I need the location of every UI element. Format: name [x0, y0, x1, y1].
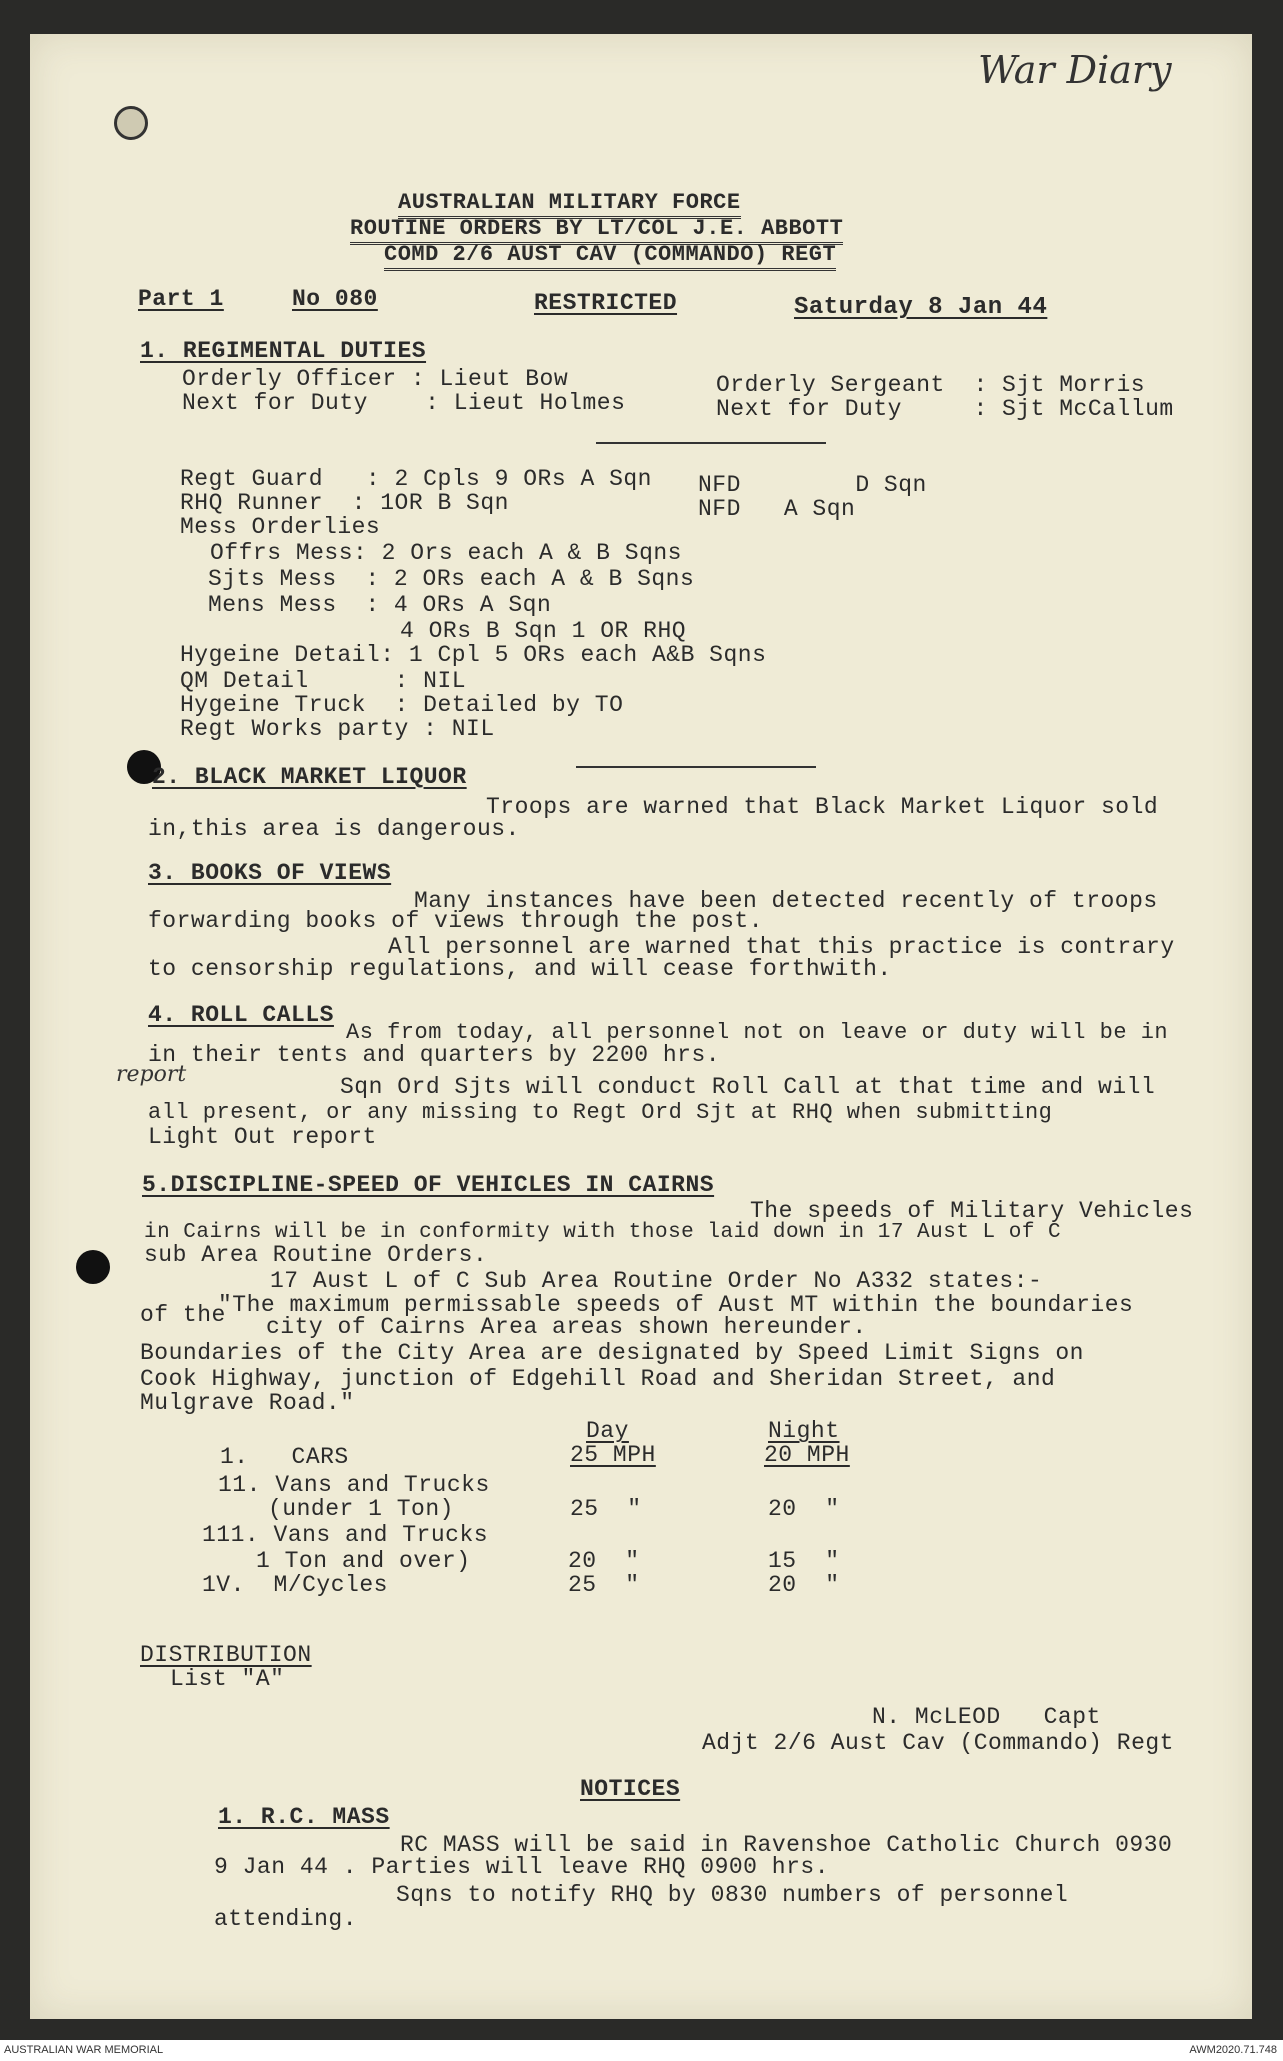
divider-rule-1	[596, 442, 826, 444]
row-2-night: 20 "	[768, 1496, 840, 1522]
s5-line-5a: of the	[140, 1302, 226, 1328]
notice-1-line-2: 9 Jan 44 . Parties will leave RHQ 0900 hrs.	[214, 1854, 829, 1880]
next-duty-sergeant: Next for Duty : Sjt McCallum	[716, 396, 1174, 422]
rhq-runner: RHQ Runner : 1OR B Sqn	[180, 490, 509, 516]
archive-footer	[0, 2040, 1283, 2061]
sjts-mess: Sjts Mess : 2 ORs each A & B Sqns	[208, 566, 695, 592]
regt-works: Regt Works party : NIL	[180, 716, 495, 742]
notice-1-heading: 1. R.C. MASS	[218, 1804, 390, 1830]
archive-reference: AWM2020.71.748	[1189, 2044, 1277, 2056]
header-line-3: COMD 2/6 AUST CAV (COMMANDO) REGT	[384, 244, 836, 271]
row-1-night: 20 MPH	[764, 1442, 850, 1468]
s5-line-5: "The maximum permissable speeds of Aust MT within the boundaries	[218, 1292, 1134, 1318]
s3-heading: 3. BOOKS OF VIEWS	[148, 860, 392, 886]
header-line-2: ROUTINE ORDERS BY LT/COL J.E. ABBOTT	[350, 218, 843, 245]
s4-line-3: Sqn Ord Sjts will conduct Roll Call at that time and will	[340, 1074, 1156, 1100]
s5-line-1: The speeds of Military Vehicles	[750, 1198, 1194, 1224]
distribution-list: List "A"	[170, 1666, 285, 1692]
s3-line-4: to censorship regulations, and will cease forthwith.	[148, 956, 892, 982]
offrs-mess: Offrs Mess: 2 Ors each A & B Sqns	[210, 540, 682, 566]
s2-heading: 2. BLACK MARKET LIQUOR	[152, 764, 467, 790]
document-page	[30, 34, 1252, 2019]
s5-line-7: Boundaries of the City Area are designated by Speed Limit Signs on	[140, 1340, 1084, 1366]
row-2-label: 11. Vans and Trucks	[218, 1472, 490, 1498]
row-3-label2: 1 Ton and over)	[256, 1548, 471, 1574]
s4-heading: 4. ROLL CALLS	[148, 1002, 334, 1028]
rhq-runner-nfd: NFD A Sqn	[698, 496, 856, 522]
archive-name: AUSTRALIAN WAR MEMORIAL	[4, 2044, 164, 2056]
s2-line-1: Troops are warned that Black Market Liquor sold	[486, 794, 1159, 820]
row-1-label: 1. CARS	[220, 1444, 349, 1470]
orderly-sergeant: Orderly Sergeant : Sjt Morris	[716, 372, 1146, 398]
mess-orderlies: Mess Orderlies	[180, 514, 381, 540]
notice-1-line-3: Sqns to notify RHQ by 0830 numbers of personnel	[396, 1882, 1069, 1908]
row-3-night: 15 "	[768, 1548, 840, 1574]
s3-line-2: forwarding books of views through the post.	[148, 908, 763, 934]
order-date: Saturday 8 Jan 44	[794, 294, 1048, 321]
s4-line-4: all present, or any missing to Regt Ord Sjt at RHQ when submitting	[148, 1100, 1053, 1125]
next-duty-officer: Next for Duty : Lieut Holmes	[182, 390, 626, 416]
row-4-label: 1V. M/Cycles	[202, 1572, 388, 1598]
regt-guard: Regt Guard : 2 Cpls 9 ORs A Sqn	[180, 466, 652, 492]
row-4-night: 20 "	[768, 1572, 840, 1598]
notices-heading: NOTICES	[580, 1776, 681, 1802]
s5-heading: 5.DISCIPLINE-SPEED OF VEHICLES IN CAIRNS	[142, 1172, 715, 1198]
row-3-label: 111. Vans and Trucks	[202, 1522, 489, 1548]
part-number: Part 1	[138, 286, 224, 312]
distribution-heading: DISTRIBUTION	[140, 1642, 312, 1668]
s5-line-8: Cook Highway, junction of Edgehill Road and Sheridan Street, and	[140, 1366, 1056, 1392]
s3-line-3: All personnel are warned that this practice is contrary	[388, 934, 1175, 960]
notice-1-line-4: attending.	[214, 1906, 358, 1932]
row-4-day: 25 "	[568, 1572, 640, 1598]
classification: RESTRICTED	[534, 290, 678, 316]
s3-line-1: Many instances have been detected recently of troops	[414, 888, 1158, 914]
divider-rule-2	[576, 766, 816, 768]
punch-hole-corner	[114, 106, 148, 140]
punch-hole-bottom	[76, 1250, 110, 1284]
notice-1-line-1: RC MASS will be said in Ravenshoe Catholic Church 0930	[400, 1832, 1173, 1858]
handwritten-insert-report: report	[116, 1062, 187, 1087]
qm-detail: QM Detail : NIL	[180, 668, 467, 694]
row-2-day: 25 "	[570, 1496, 642, 1522]
s1-heading: 1. REGIMENTAL DUTIES	[140, 338, 427, 364]
s5-line-2: in Cairns will be in conformity with those laid down in 17 Aust L of C	[144, 1221, 1062, 1244]
signature-title: Adjt 2/6 Aust Cav (Commando) Regt	[702, 1730, 1174, 1756]
s2-line-2: in,this area is dangerous.	[148, 816, 520, 842]
row-2-label2: (under 1 Ton)	[268, 1496, 454, 1522]
s5-line-3: sub Area Routine Orders.	[144, 1242, 488, 1268]
orderly-officer: Orderly Officer : Lieut Bow	[182, 366, 569, 392]
s5-line-9: Mulgrave Road."	[140, 1390, 355, 1416]
row-3-day: 20 "	[568, 1548, 640, 1574]
hygeine-detail: Hygeine Detail: 1 Cpl 5 ORs each A&B Sqns	[180, 642, 767, 668]
s4-line-5: Light Out report	[148, 1124, 377, 1150]
col-day-header: Day	[586, 1418, 629, 1444]
signature-name: N. McLEOD Capt	[872, 1704, 1101, 1730]
regt-guard-nfd: NFD D Sqn	[698, 472, 927, 498]
order-number: No 080	[292, 286, 378, 312]
header-line-1: AUSTRALIAN MILITARY FORCE	[398, 192, 741, 219]
col-night-header: Night	[768, 1418, 840, 1444]
mens-mess: Mens Mess : 4 ORs A Sqn	[208, 592, 552, 618]
row-1-day: 25 MPH	[570, 1442, 656, 1468]
mens-mess-2: 4 ORs B Sqn 1 OR RHQ	[400, 618, 687, 644]
s5-line-4: 17 Aust L of C Sub Area Routine Order No A332 states:-	[270, 1268, 1043, 1294]
s4-line-2: in their tents and quarters by 2200 hrs.	[148, 1042, 721, 1068]
s4-line-1: As from today, all personnel not on leave or duty will be in	[346, 1020, 1169, 1045]
s5-line-6: city of Cairns Area areas shown hereunder.	[266, 1314, 867, 1340]
hygeine-truck: Hygeine Truck : Detailed by TO	[180, 692, 624, 718]
handwritten-title: War Diary	[978, 48, 1172, 92]
